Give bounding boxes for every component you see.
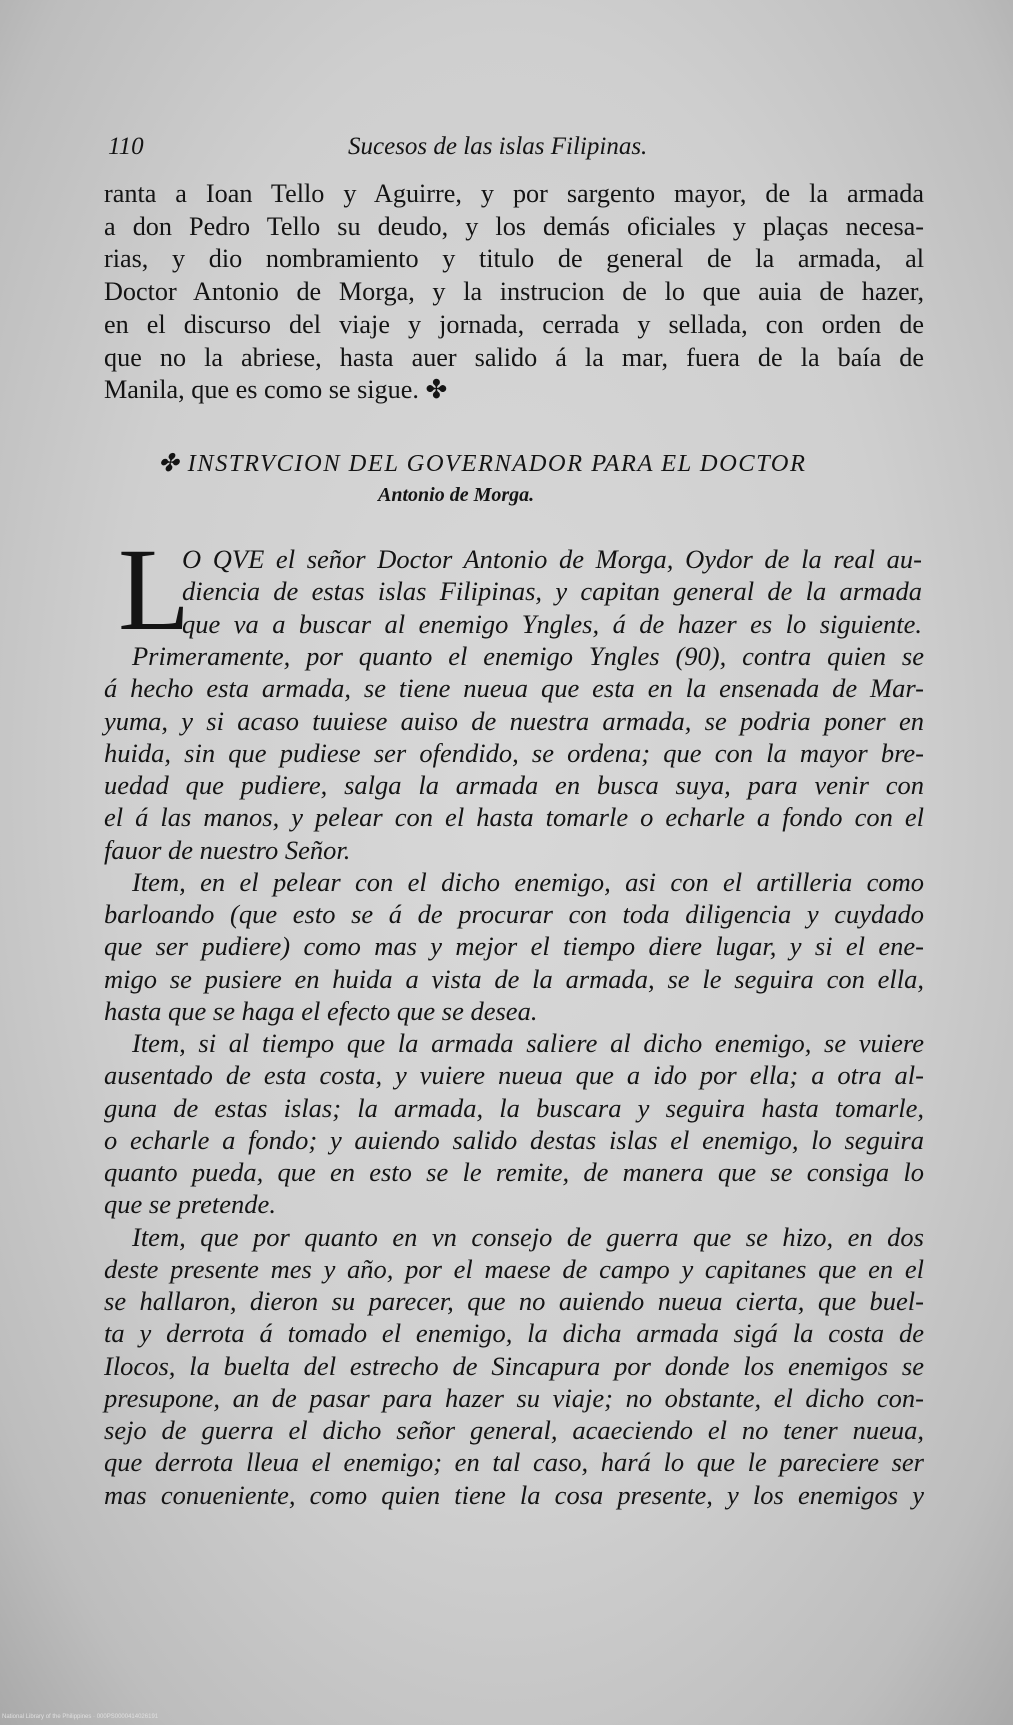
- text-line: Item, que por quanto en vn consejo de guerra que se hizo, en dos: [132, 1221, 924, 1252]
- text-line: ta y derrota á tomado el enemigo, la dicha armada sigá la costa de: [104, 1318, 924, 1349]
- text-line: diencia de estas islas Filipinas, y capitan general de la armada: [182, 576, 922, 607]
- running-title: Sucesos de las islas Filipinas.: [348, 133, 648, 160]
- text-line: yuma, y si acaso tuuiese auiso de nuestra armada, se podria poner en: [104, 705, 924, 736]
- text-line: ranta a Ioan Tello y Aguirre, y por sargento mayor, de la armada: [104, 179, 924, 208]
- text-line: barloando (que esto se á de procurar con toda diligencia y cuydado: [104, 899, 924, 929]
- text-line: quanto pueda, que en esto se le remite, de manera que se consiga lo: [104, 1157, 924, 1187]
- footer-credit: National Library of the Philippines · 000PS0000414026191: [2, 1714, 159, 1720]
- page-header: [108, 133, 908, 173]
- text-line: o echarle a fondo; y auiendo salido destas islas el enemigo, lo seguira: [104, 1124, 924, 1155]
- text-line: Primeramente, por quanto el enemigo Yngles (90), contra quien se: [132, 641, 924, 671]
- text-line: presupone, an de pasar para hazer su viaje; no obstante, el dicho con-: [104, 1382, 924, 1413]
- section-title: ✤ INSTRVCION DEL GOVERNADOR PARA EL DOCTOR: [158, 450, 807, 477]
- text-line: deste presente mes y año, por el maese de campo y capitanes que en el: [104, 1253, 924, 1284]
- text-line: Manila, que es como se sigue. ✤: [104, 375, 448, 405]
- intro-paragraph: [182, 543, 922, 640]
- text-line: en el discurso del viaje y jornada, cerrada y sellada, con orden de: [104, 309, 924, 339]
- text-line: sejo de guerra el dicho señor general, acaeciendo el no tener nueua,: [104, 1415, 924, 1445]
- text-line: a don Pedro Tello su deudo, y los demás oficiales y plaças necesa-: [104, 211, 924, 241]
- text-line: mas conueniente, como quien tiene la cosa presente, y los enemigos y: [104, 1479, 924, 1510]
- text-line: migo se pusiere en huida a vista de la armada, se le seguira con ella,: [104, 963, 924, 994]
- section-subtitle: Antonio de Morga.: [378, 484, 535, 506]
- text-line: hasta que se haga el efecto que se desea.: [104, 995, 538, 1026]
- italic-body-text: [104, 640, 924, 1511]
- text-line: fauor de nuestro Señor.: [104, 834, 351, 865]
- text-line: se hallaron, dieron su parecer, que no auiendo nueua cierta, que buel-: [104, 1286, 924, 1316]
- text-line: que se pretende.: [104, 1189, 276, 1220]
- text-line: O QVE el señor Doctor Antonio de Morga, Oydor de la real au-: [182, 544, 922, 574]
- text-line: guna de estas islas; la armada, la buscara y seguira hasta tomarle,: [104, 1092, 924, 1123]
- text-line: ausentado de esta costa, y vuiere nueua que a ido por ella; a otra al-: [104, 1060, 924, 1091]
- upright-paragraph: [104, 178, 924, 407]
- text-line: que derrota lleua el enemigo; en tal caso, hará lo que le pareciere ser: [104, 1447, 924, 1478]
- text-line: que no la abriese, hasta auer salido á la mar, fuera de la baía de: [104, 342, 924, 372]
- drop-cap-letter: L: [118, 524, 191, 655]
- text-line: á hecho esta armada, se tiene nueua que esta en la ensenada de Mar-: [104, 673, 924, 704]
- text-line: Item, en el pelear con el dicho enemigo, asi con el artilleria como: [132, 866, 924, 897]
- text-line: el á las manos, y pelear con el hasta tomarle o echarle a fondo con el: [104, 802, 924, 833]
- text-line: uedad que pudiere, salga la armada en busca suya, para venir con: [104, 770, 924, 800]
- text-line: que ser pudiere) como mas y mejor el tiempo diere lugar, y si el ene-: [104, 931, 924, 962]
- text-line: Ilocos, la buelta del estrecho de Sincapura por donde los enemigos se: [104, 1350, 924, 1381]
- text-line: Item, si al tiempo que la armada saliere al dicho enemigo, se vuiere: [132, 1028, 924, 1058]
- text-line: Doctor Antonio de Morga, y la instrucion de lo que auia de hazer,: [104, 277, 924, 307]
- text-line: que va a buscar al enemigo Yngles, á de hazer es lo siguiente.: [182, 608, 922, 639]
- text-line: rias, y dio nombramiento y titulo de general de la armada, al: [104, 244, 924, 274]
- page-number: 110: [108, 133, 144, 160]
- text-line: huida, sin que pudiese ser ofendido, se ordena; que con la mayor bre-: [104, 737, 924, 768]
